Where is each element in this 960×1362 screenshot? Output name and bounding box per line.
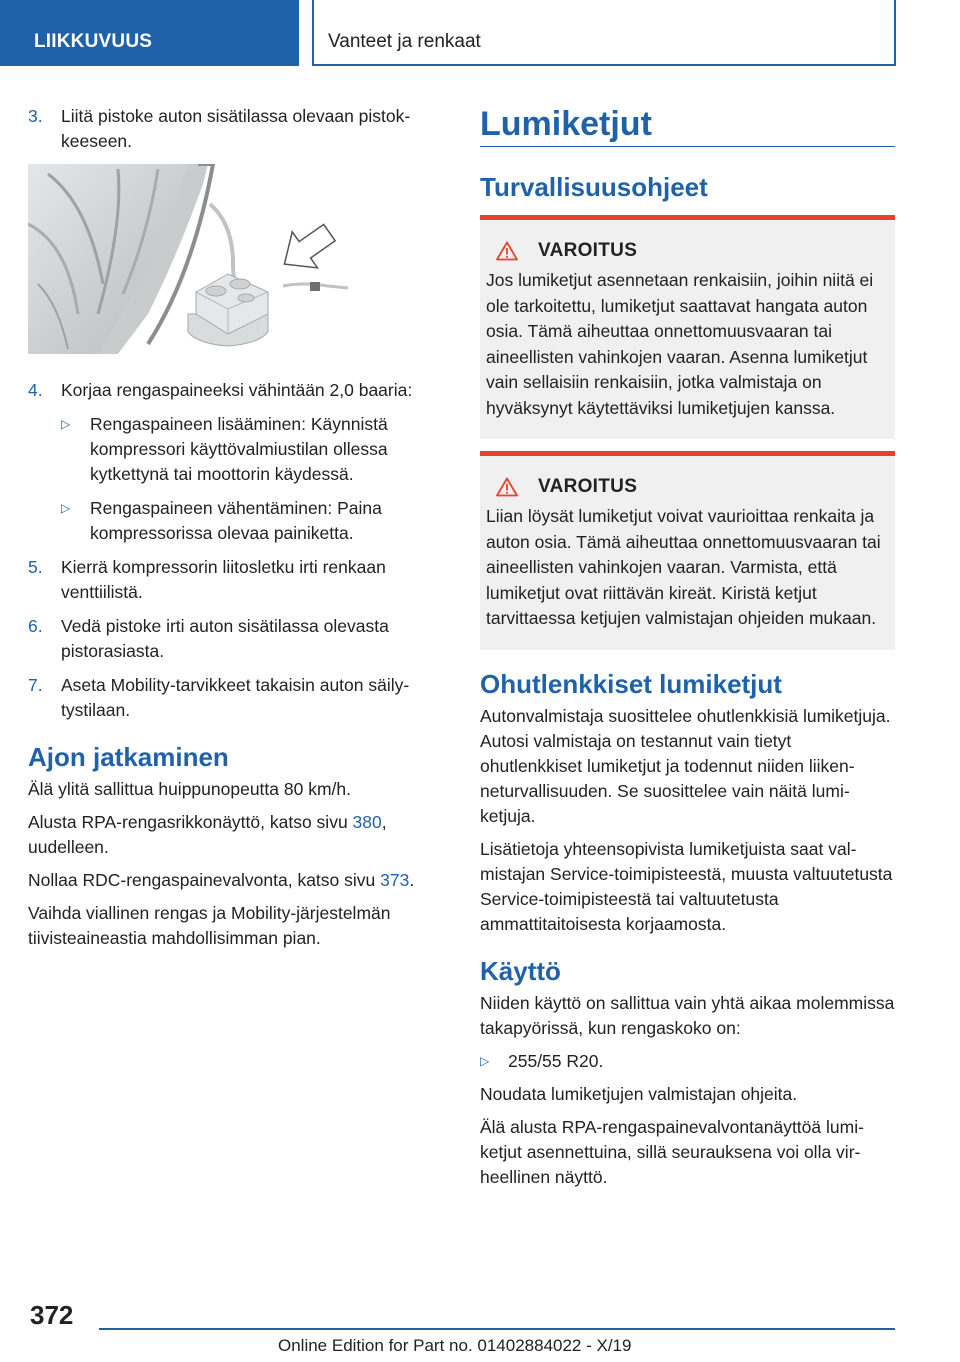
tyre-size-item (480, 1049, 895, 1074)
arrow-outline-icon (272, 215, 342, 283)
footer-edition (278, 1336, 631, 1356)
warning-text: Liian löysät lumiketjut voivat vaurioittaa renkaita ja auton osia. Tämä aiheuttaa onnettomuusvaaran tai aineellisten vahinkojen vaaran. Varmista, että lumiketjut ovat riittävän kireät. Kiristä ketjut tarvittaessa ketjujen valmistajan ohjeiden mukaan. (486, 506, 881, 628)
step-3 (28, 104, 444, 154)
page-title: Lumiketjut (480, 104, 895, 147)
warning-header (496, 476, 887, 498)
step-6 (28, 614, 444, 664)
page-link-373[interactable]: 373 (380, 870, 410, 890)
tyre-size-text: 255/55 R20. (508, 1050, 604, 1071)
step-text: Kierrä kompressorin liitosletku irti renkaan venttiilistä. (61, 557, 386, 602)
step-5 (28, 555, 444, 605)
page-number: 372 (30, 1300, 74, 1330)
wheel-illustration (28, 164, 438, 354)
sub-item-text: Rengaspaineen vähentäminen: Paina kompressorissa olevaa painiketta. (90, 498, 382, 543)
step-number: 3. (28, 106, 43, 126)
compressor-illustration (28, 164, 438, 354)
warning-title: VAROITUS (538, 240, 638, 261)
triangle-bullet-icon: ▷ (61, 417, 71, 431)
triangle-bullet-icon: ▷ (480, 1053, 490, 1068)
fine-chains-text-1: Autonvalmistaja suosittelee ohutlenkkisiä lumiketjuja. Autosi valmistaja on testannut vain tietyt ohutlenkkiset lumiketjut ja todennut niiden liikenneturvallisuuden. Se suosittelee vain näitä lumiketjuja. (480, 705, 891, 826)
use-text-2: Noudata lumiketjujen valmistajan ohjeita. (480, 1083, 798, 1104)
use-text-1: Niiden käyttö on sallittua vain yhtä aikaa molemmissa takapyörissä, kun rengaskoko on: (480, 992, 895, 1038)
footer-divider (99, 1328, 895, 1330)
header-section-tab: LIIKKUVUUS (0, 0, 299, 66)
sub-item-decrease (61, 496, 444, 546)
step-number: 7. (28, 675, 43, 695)
warning-title: VAROITUS (538, 476, 638, 497)
step-text: Liitä pistoke auton sisätilassa olevaan pistokkeeseen. (61, 106, 411, 151)
step-7 (28, 673, 444, 723)
page-link-380[interactable]: 380 (352, 812, 382, 832)
step-number: 6. (28, 616, 43, 636)
step-text: Vedä pistoke irti auton sisätilassa olevasta pistorasiasta. (61, 616, 389, 661)
warning-box-1 (480, 215, 895, 439)
text-span: . (409, 870, 415, 890)
text-span: Alusta RPA-rengasrikkonäyttö, katso sivu (28, 812, 353, 832)
section-heading-safety: Turvallisuusohjeet (480, 172, 708, 202)
text-span: Nollaa RDC-rengaspainevalvonta, katso sivu (28, 870, 381, 890)
use-text-3: Älä alusta RPA-rengaspainevalvontanäyttöä lumiketjut asennettuina, sillä seurauksena voi olla virheellinen näyttö. (480, 1116, 864, 1187)
section-heading-continue-driving: Ajon jatkaminen (28, 742, 229, 772)
text-span: , uudelleen. (28, 812, 387, 857)
warning-box-2 (480, 451, 895, 650)
sub-item-text: Rengaspaineen lisääminen: Käynnistä kompressori käyttövalmiustilan ollessa kytkettynä tai moottorin käydessä. (90, 414, 388, 484)
step-4 (28, 378, 444, 403)
section-heading-fine-chains: Ohutlenkkiset lumiketjut (480, 668, 782, 699)
step-number: 5. (28, 557, 43, 577)
header-chapter-title: Vanteet ja renkaat (312, 0, 896, 66)
right-column (480, 104, 895, 1198)
warning-text: Jos lumiketjut asennetaan renkaisiin, joihin niitä ei ole tarkoitettu, lumiketjut saattavat hangata auton osia. Tämä aiheuttaa onnettomuusvaaran tai aineellisten vahinkojen vaaran. Asenna lumiketjut vain sellaisiin renkaisiin, jotka valmistaja on hyväksynyt käytettäviksi lumiketjujen kanssa. (486, 270, 874, 418)
sub-item-increase (61, 412, 444, 487)
rpa-reset-text (28, 810, 444, 860)
speed-limit-text: Älä ylitä sallittua huippunopeutta 80 km/h. (28, 779, 351, 799)
left-column (28, 104, 444, 959)
fine-chains-text-2: Lisätietoja yhteensopivista lumiketjuista saat valmistajan Service-toimipisteestä, muusta valtuutetusta Service-toimipisteestä tai valtuutetusta ammattitaitoisesta korjaamosta. (480, 838, 893, 934)
triangle-bullet-icon: ▷ (61, 501, 71, 515)
edition-text: Online Edition for Part no. 01402884022 - X/19 (278, 1336, 632, 1355)
rdc-reset-text (28, 868, 444, 893)
step-text: Aseta Mobility-tarvikkeet takaisin auton säilytystilaan. (61, 675, 410, 720)
step-text: Korjaa rengaspaineeksi vähintään 2,0 baaria: (61, 380, 413, 400)
warning-triangle-icon (496, 241, 518, 261)
warning-header (496, 240, 887, 262)
replace-tyre-text: Vaihda viallinen rengas ja Mobility-järjestelmän tiivisteaineastia mahdollisimman pian. (28, 903, 391, 948)
warning-triangle-icon (496, 477, 518, 497)
section-heading-use: Käyttö (480, 955, 561, 986)
step-number: 4. (28, 380, 43, 400)
